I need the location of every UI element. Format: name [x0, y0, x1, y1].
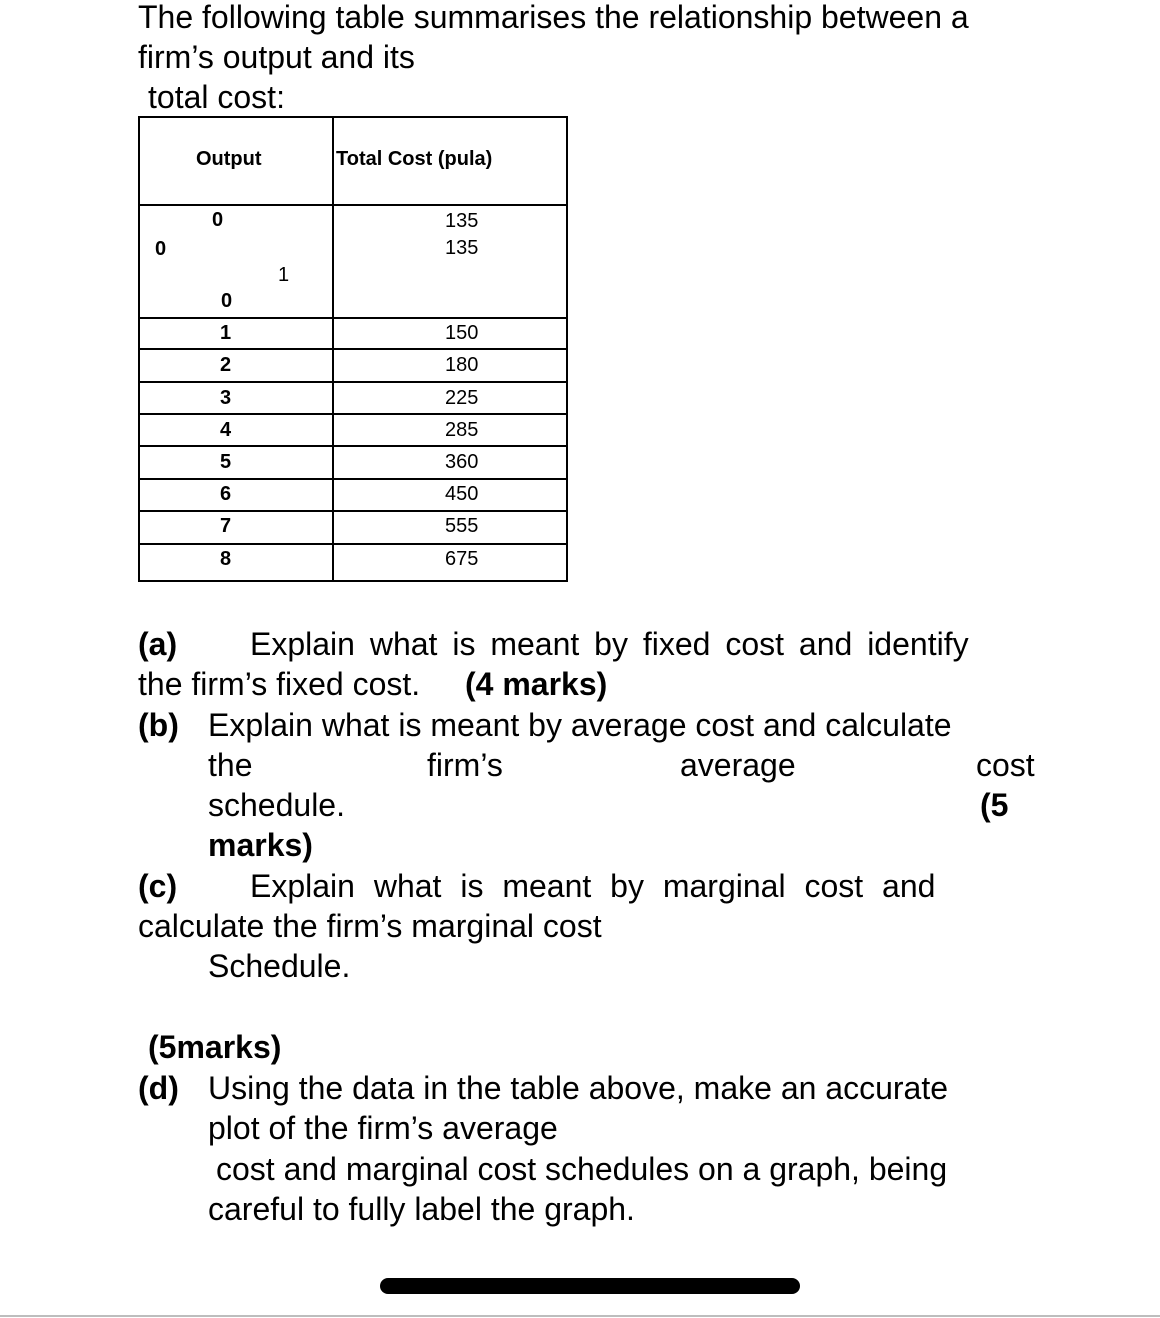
question-a-text: Explain what is meant by fixed cost and identify — [250, 626, 969, 662]
table-row-divider — [138, 317, 568, 319]
table-column-divider — [332, 116, 334, 582]
table-row-divider — [138, 413, 568, 415]
question-b-text: cost — [976, 747, 1035, 783]
table-border-bottom — [138, 580, 568, 582]
table-row-divider — [138, 445, 568, 447]
header-total-cost: Total Cost (pula) — [336, 148, 493, 170]
question-c-text: Explain what is meant by marginal cost and — [250, 868, 936, 904]
question-b-marks: marks) — [208, 827, 313, 863]
table-row-divider — [138, 543, 568, 545]
cost-value: 180 — [445, 354, 479, 376]
question-d-text: Using the data in the table above, make an accurate — [208, 1070, 949, 1106]
question-d-label: (d) — [138, 1070, 179, 1106]
cost-value: 225 — [445, 387, 479, 409]
question-b-text: schedule. — [208, 787, 345, 823]
table-border-top — [138, 116, 568, 118]
question-b-text: Explain what is meant by average cost and calculate — [208, 707, 952, 743]
table-row-divider — [138, 478, 568, 480]
cost-table — [138, 116, 568, 582]
table-row-divider — [138, 510, 568, 512]
cost-value: 360 — [445, 451, 479, 473]
question-a-text: the firm’s fixed cost. — [138, 666, 421, 702]
question-b-label: (b) — [138, 707, 179, 743]
question-a-marks: (4 marks) — [465, 666, 608, 702]
question-c-text: Schedule. — [208, 948, 351, 984]
table-header-divider — [138, 204, 568, 206]
intro-line-2: firm’s output and its — [138, 39, 415, 75]
cost-value: 285 — [445, 419, 479, 441]
question-a-label: (a) — [138, 626, 178, 662]
question-d-text: cost and marginal cost schedules on a graph, being — [216, 1151, 948, 1187]
output-value: 0 — [221, 290, 233, 312]
output-value: 1 — [278, 264, 290, 286]
output-value: 4 — [220, 419, 232, 441]
home-indicator[interactable] — [380, 1278, 800, 1294]
question-c-label: (c) — [138, 868, 178, 904]
cost-value: 135 — [445, 210, 479, 232]
cost-value: 675 — [445, 548, 479, 570]
question-b-text: the — [208, 747, 253, 783]
intro-line-1: The following table summarises the relationship between a — [138, 0, 969, 35]
output-value: 3 — [220, 387, 232, 409]
output-value: 0 — [212, 209, 224, 231]
output-value: 5 — [220, 451, 232, 473]
output-value: 1 — [220, 322, 232, 344]
cost-value: 150 — [445, 322, 479, 344]
output-value: 0 — [155, 238, 167, 260]
question-d-text: plot of the firm’s average — [208, 1110, 558, 1146]
question-c-marks: (5marks) — [148, 1029, 282, 1065]
table-border-left — [138, 116, 140, 582]
question-b-marks: (5 — [980, 787, 1009, 823]
question-d-text: careful to fully label the graph. — [208, 1191, 635, 1227]
output-value: 8 — [220, 548, 232, 570]
cost-value: 135 — [445, 237, 479, 259]
output-value: 6 — [220, 483, 232, 505]
cost-value: 450 — [445, 483, 479, 505]
table-border-right — [566, 116, 568, 582]
output-value: 7 — [220, 515, 232, 537]
table-row-divider — [138, 348, 568, 350]
output-value: 2 — [220, 354, 232, 376]
question-b-text: firm’s — [427, 747, 503, 783]
table-row-divider — [138, 381, 568, 383]
question-c-text: calculate the firm’s marginal cost — [138, 908, 602, 944]
cost-value: 555 — [445, 515, 479, 537]
header-output: Output — [196, 148, 262, 170]
question-b-text: average — [680, 747, 796, 783]
bottom-divider — [0, 1315, 1160, 1317]
intro-line-3: total cost: — [148, 79, 285, 115]
